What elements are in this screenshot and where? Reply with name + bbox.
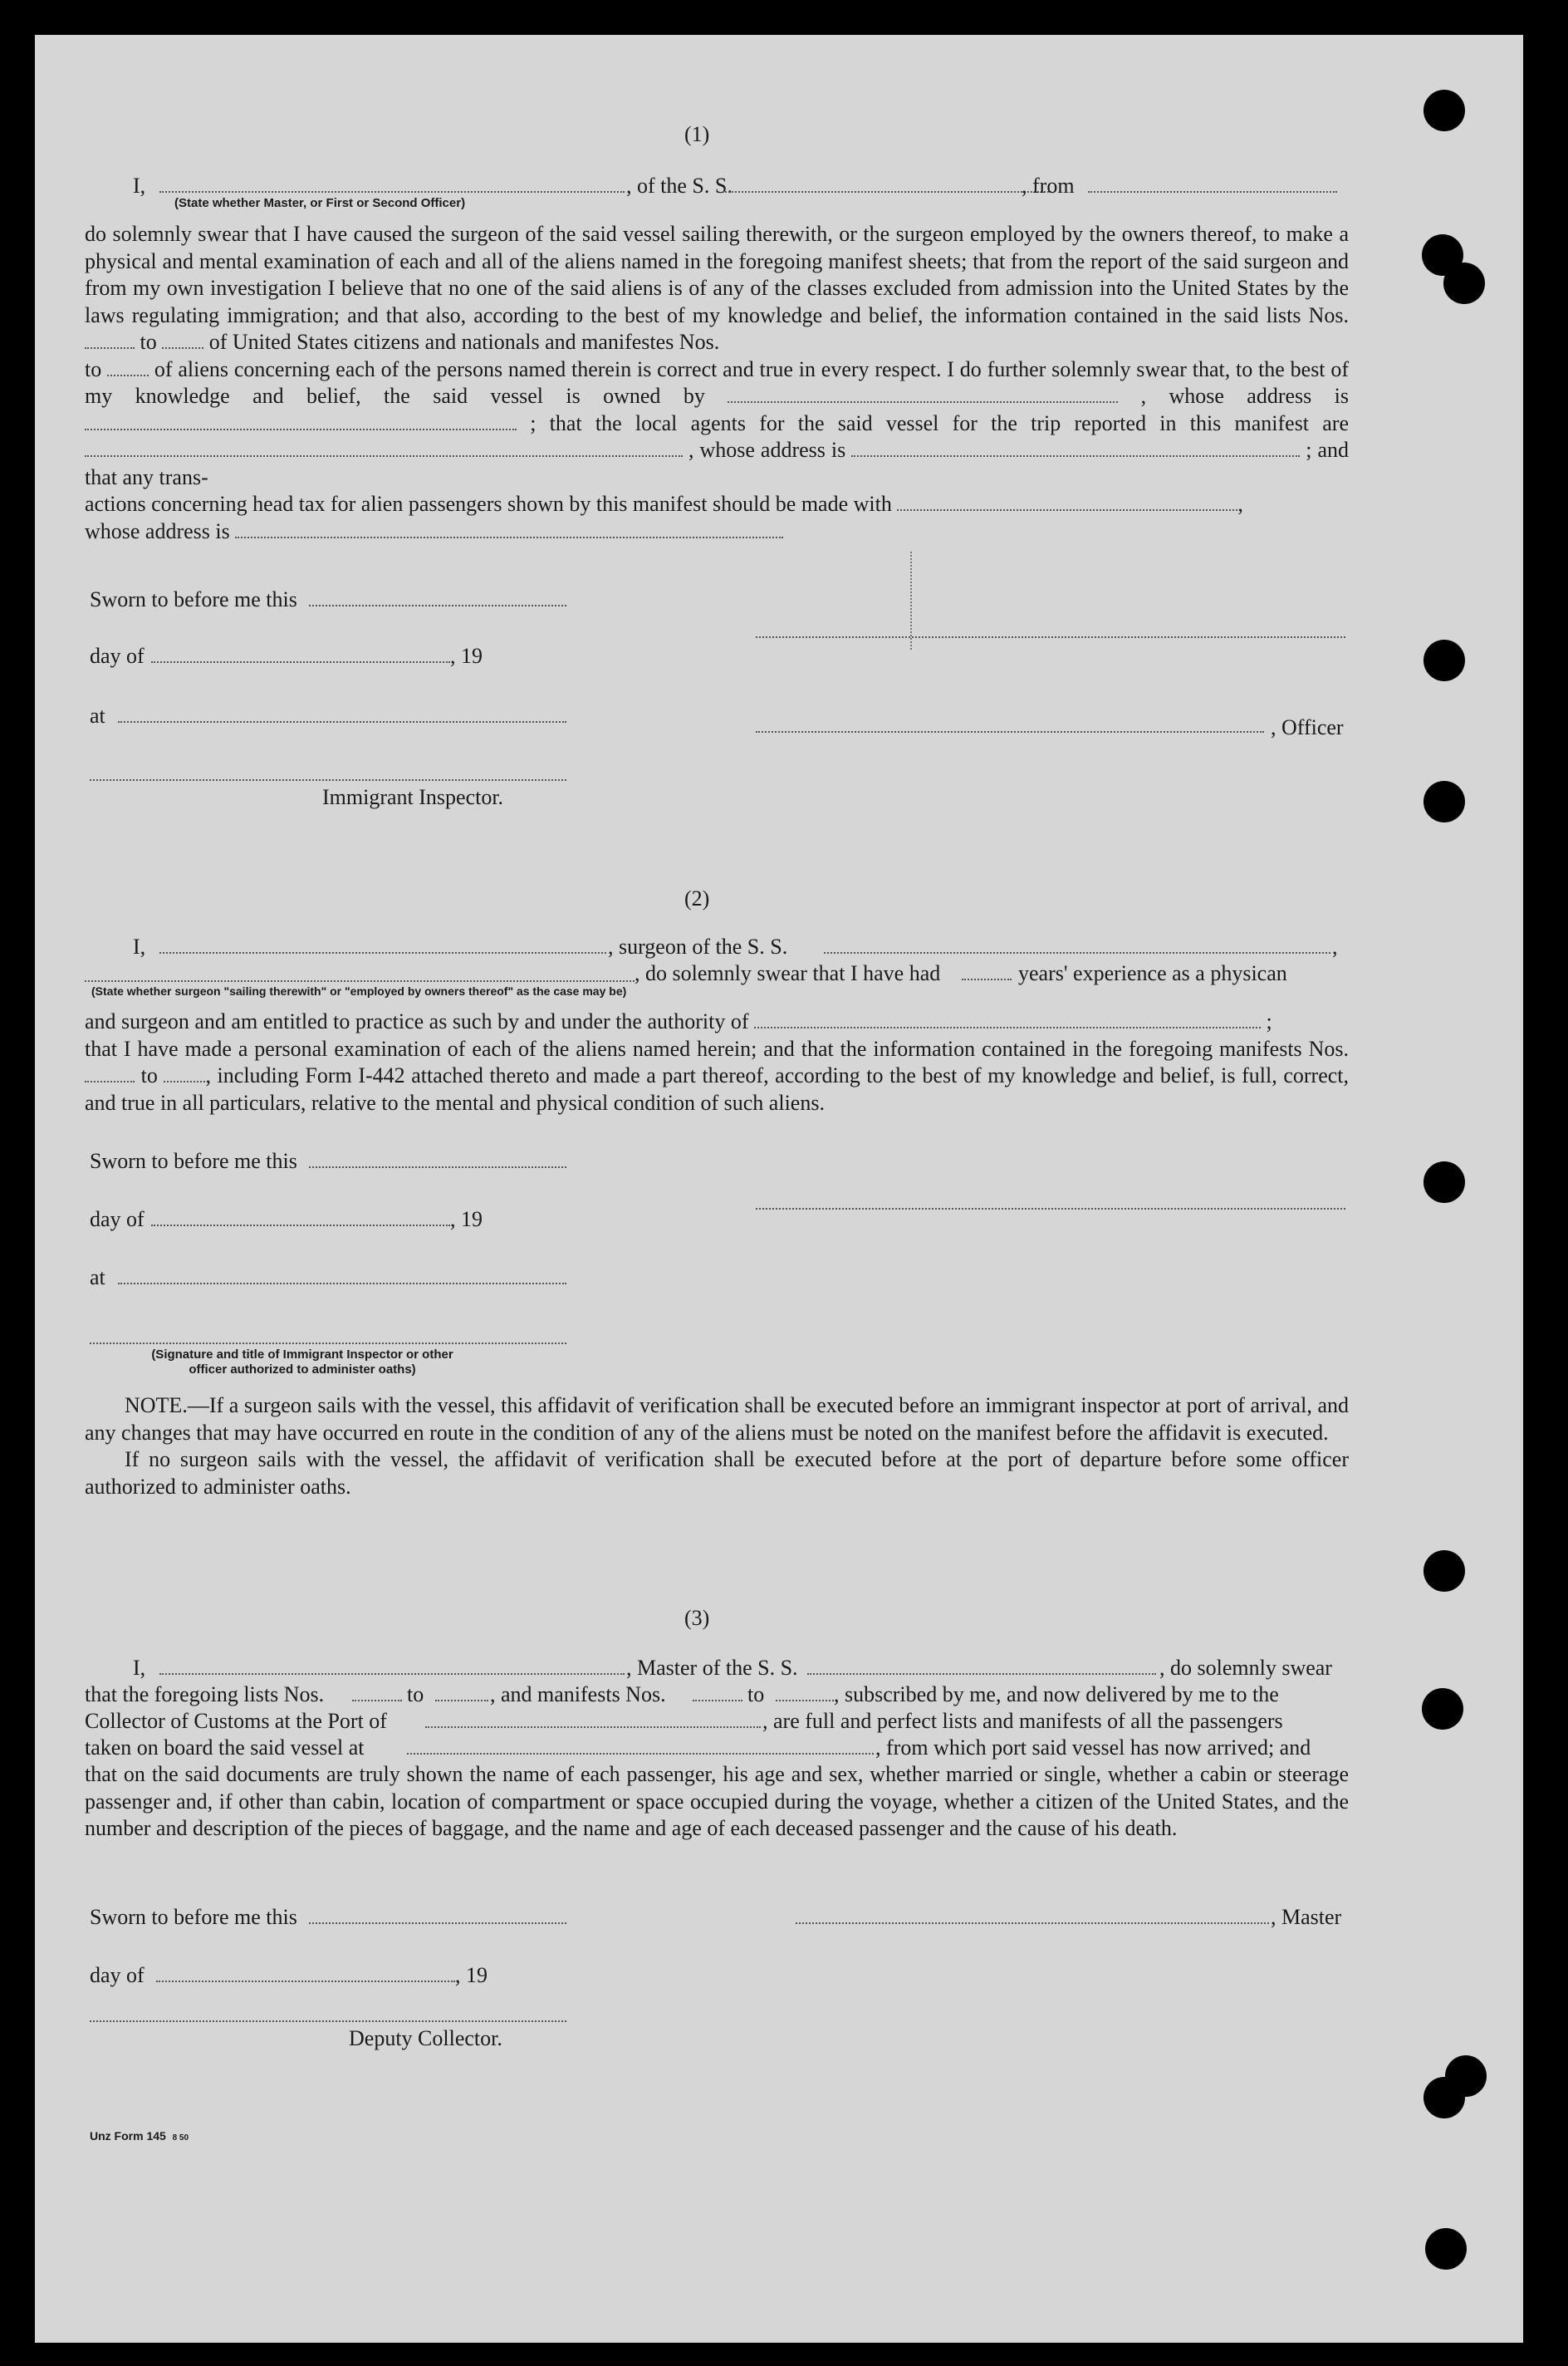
inspector-signature-field[interactable] [90,779,566,781]
s1-line1-from: , from [1022,174,1075,198]
s2-vessel-field[interactable] [824,952,1330,954]
s2-month-field[interactable] [151,1225,450,1226]
section-1-number: (1) [684,122,710,146]
s2-day-of-label: day of [90,1207,145,1231]
punch-hole [1423,781,1465,822]
s2-year-label: , 19 [450,1207,483,1231]
s3-year-label: , 19 [455,1963,488,1987]
master-name-field[interactable] [159,191,625,193]
s3-sworn-label: Sworn to before me this [90,1905,297,1929]
s3-line1-i: I, [133,1656,146,1680]
section-2-number: (2) [684,886,710,911]
s2-sworn-day-field[interactable] [309,1166,566,1168]
s3-master-name-field[interactable] [159,1673,625,1675]
s3-lists-from-field[interactable] [352,1700,402,1701]
s3-sworn-day-field[interactable] [309,1922,566,1924]
surgeon-status-field[interactable] [85,980,635,982]
s1-at-label: at [90,704,105,728]
punch-hole [1423,1550,1465,1592]
s1-signature-field[interactable] [756,636,1345,638]
punch-hole [1422,1688,1463,1730]
s2-at-field[interactable] [118,1283,566,1284]
surgeon-name-field[interactable] [159,952,606,954]
punch-hole [1445,2055,1487,2097]
s2-paragraph: and surgeon and am entitled to practice as such by and under the authority of ; that I have made a personal examination of each of the aliens named herein; and that the information contained in the foregoing manifests Nos. to , including Form I-442 attached thereto and made a part thereof, according to the best of my knowledge and belief, is full, correct, and true in all particulars, relative to the mental and physical condition of such aliens. [85,1009,1349,1115]
collector-label: Deputy Collector. [349,2026,502,2050]
s2-at-label: at [90,1265,105,1289]
s1-at-field[interactable] [118,721,566,723]
form-page: (1) I, , of the S. S. , from (State whether Master, or First or Second Officer) do solemnly swear that I have caused the surgeon of the said vessel sailing therewith, or the surgeon employed by the owners thereof, to make a physical and mental examination of each and all of the aliens named in the foregoing manifest sheets; that from the report of the said surgeon and from my own investigation I believe that no one of the said aliens is of any of the classes excluded from admission into the United States by the laws regulating immigration; and that also, according to the best of my knowledge and belief, the information contained in the said lists Nos. to of United States citizens and nationals and manifestes Nos. to of aliens concerning each of the persons named therein is correct and true in every respect. I do further solemnly swear that, to the best of my knowledge and belief, the said vessel is owned by , whose address is ; that the local agents for the said vessel for the trip reported in this manifest are , whose address is ; and that any trans- actions concerning head tax for alien passengers shown by this manifest should be made with , whose address is Sworn to before me this day of , 19 at , Officer Immigrant Inspector. (2) I, , surgeon of the S. S. , , do solemnly swear that I have had years' experience as a physican (State whether surgeon "sailing therewith" or "employed by owners thereof" as the case may be) and surgeon and am entitled to practice as such by and under the authority of ; that I have made a personal examination of each of the aliens named herein; and that the information contained in the foregoing manifests Nos. to , including Form I-442 attached thereto and made a part thereof, according to the best of my knowledge and belief, is full, correct, and true in all particulars, relative to the mental and physical condition of such aliens. Sworn to before me this day of , 19 at (Signature and title of Immigrant Inspector or other officer authorized to administer oaths) NOTE.—If a surgeon sails with the vessel, this affidavit of verification shall be executed before an immigrant inspector at port of arrival, and any changes that may have occurred en route in the condition of any of the aliens must be noted on the manifest before the affidavit is executed. If no surgeon sails with the vessel, the affidavit of verification shall be executed before at the port of departure before some officer authorized to administer oaths. (3) I, , Master of the S. S. , do solemnly swear that the foregoing lists Nos. to , and manifests Nos. to , subscribed by me, and now delivered by me to the Collector of Customs at the Port of , are full and perfect lists and manifests of all the passengers taken on board the said vessel at , from which port said vessel has now arrived; and that on the said documents are truly shown the name of each passenger, his age and sex, whether married or single, whether a cabin or steerage passenger and, if other than cabin, location of compartment or space occupied during the voyage, whether a citizen of the United States, and the number and description of the pieces of baggage, and the name and age of each deceased passenger and the cause of his death. Sworn to before me this , Master day of , 19 Deputy Collector. Unz Form 145 8 50 [35,35,1523,2343]
s3-manifests-from-field[interactable] [693,1700,742,1701]
years-experience-field[interactable] [962,979,1012,980]
s2-sworn-label: Sworn to before me this [90,1149,297,1173]
s1-month-field[interactable] [151,661,450,663]
punch-hole [1423,90,1465,131]
s3-manifests-to-field[interactable] [776,1700,834,1701]
s2-signature-field[interactable] [756,1208,1345,1210]
s1-day-of-label: day of [90,644,145,668]
s2-line1-i: I, [133,935,146,959]
form-number: Unz Form 145 8 50 [90,2129,189,2143]
note-paragraph: NOTE.—If a surgeon sails with the vessel, this affidavit of verification shall be executed before an immigrant inspector at port of arrival, and any changes that may have occurred en route in the condition of any of the aliens must be noted on the manifest before the affidavit is executed. If no surgeon sails with the vessel, the affidavit of verification shall be executed before at the port of departure before some officer authorized to administer oaths. [85,1393,1349,1499]
s3-vessel-field[interactable] [807,1673,1156,1675]
punch-hole [1423,640,1465,681]
s2-physican-text: years' experience as a physican [1018,961,1287,985]
s3-day-of-label: day of [90,1963,145,1987]
surgeon-status-note: (State whether surgeon "sailing therewith" or "employed by owners thereof" as the case may be) [91,984,627,998]
section-3-number: (3) [684,1606,710,1630]
punch-hole [1423,1161,1465,1203]
s3-line1-ss: , Master of the S. S. [626,1656,798,1680]
s3-port-field[interactable] [425,1726,761,1728]
vessel-name-field[interactable] [723,191,1051,193]
s2-line1-ss: , surgeon of the S. S. [608,935,788,959]
punch-hole [1425,2228,1467,2270]
s1-line1-i: I, [133,174,146,198]
signature-title-note: (Signature and title of Immigrant Inspector or other officer authorized to administer oaths) [151,1347,453,1377]
s3-month-field[interactable] [156,1981,455,1982]
s1-year-label: , 19 [450,644,483,668]
s1-sworn-label: Sworn to before me this [90,587,297,611]
officer-label: , Officer [1271,715,1344,739]
s3-paragraph: that on the said documents are truly shown the name of each passenger, his age and sex, whether married or single, whether a cabin or steerage passenger and, if other than cabin, location of compartment or space occupied during the voyage, whether a citizen of the United States, and the number and description of the pieces of baggage, and the name and age of each deceased passenger and the cause of his death. [85,1762,1349,1840]
master-signature-field[interactable] [796,1922,1269,1924]
s3-lists-to-field[interactable] [435,1700,488,1701]
s1-line1-ss: , of the S. S. [626,174,733,198]
collector-signature-field[interactable] [90,2020,566,2022]
s3-taken-at-field[interactable] [407,1753,874,1755]
s2-swear-text: , do solemnly swear that I have had [635,961,941,985]
officer-signature-field[interactable] [756,731,1264,733]
s1-paragraph: do solemnly swear that I have caused the surgeon of the said vessel sailing therewith, or the surgeon employed by the owners thereof, to make a physical and mental examination of each and all of the aliens named in the foregoing manifest sheets; that from the report of the said surgeon and from my own investigation I believe that no one of the said aliens is of any of the classes excluded from admission into the United States by the laws regulating immigration; and that also, according to the best of my knowledge and belief, the information contained in the said lists Nos. to of United States citizens and nationals and manifestes Nos. to of aliens concerning each of the persons named therein is correct and true in every respect. I do further solemnly swear that, to the best of my knowledge and belief, the said vessel is owned by , whose address is ; that the local agents for the said vessel for the trip reported in this manifest are , whose address is ; and that any trans- actions concerning head tax for alien passengers shown by this manifest should be made with , whose address is [85,222,1350,543]
signature-divider [910,552,912,650]
s2-officer-signature-field[interactable] [90,1343,566,1344]
master-label: , Master [1271,1905,1342,1929]
s3-line1-swear: , do solemnly swear [1159,1656,1332,1680]
master-officer-note: (State whether Master, or First or Second Officer) [174,196,466,210]
from-port-field[interactable] [1088,191,1337,193]
inspector-label: Immigrant Inspector. [322,785,504,809]
punch-hole [1443,263,1485,304]
s1-sworn-day-field[interactable] [309,605,566,606]
